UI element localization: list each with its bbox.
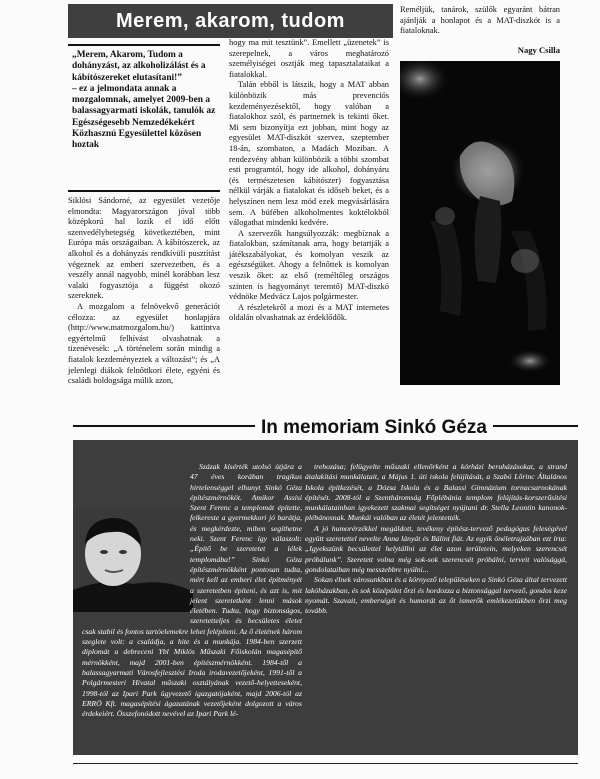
paragraph: A szervezők hangsúlyozzák: megbíznak a fiatalokban, számítanak arra, hogy betartják a játékszabályokat, és komolyan veszik az egészségüket. Ahogy a felnőttek is komolyan veszik őket: az első (reméltőleg országos szinten is hagyományt teremtő) MAT-diszkó védnöke Medvácz Lajos polgármester. bbox=[229, 228, 389, 302]
paragraph: Százak kísérték utolsó útjára a 47 éves korában tragikus hirtelenséggel elhunyt Sinkó Géza építészmérnököt. Amikor Assisi Szent Ferenc a templomát építette, felkereste a gyermekkori jó barátja, és megkérdezte, miben segíthetne neki. Szent Ferenc így válaszolt: „Építő be szeretetet a lélek templomába!” Sinkó Géza építészmérnökként pontosan tudta, mért kell az emberi élet építményét a szeretetben építeni, és azt is, mit jelent szeretetként lenni mások életében. Tudta, hogy biztonságos, szeretetteljes és becsületes életet csak stabil és fontos tartóelemekre lehet felépíteni. Az ő életének három szeglete volt: a családja, a hite és a munkája. 1984-ben szerzett diplomát a debreceni Ybl Miklós Műszaki Főiskolán magasépítő mérnökként, majd 2001-ben építészmérnökként. 1984-től a balassagyarmati Városfejlesztési Iroda irodavezetőjeként, 1991-től a Polgármesteri Hivatal műszaki osztályának vezető-helyetteseként, 1998-tól az Ipari Park ügyvezető igazgatójaként, majd 2006-tól az ERRÖ Kft. magasépítési ágazatának vezetőjeként dolgozott a város érdekeiért. Összefonódott nevével az Ipari Park lé- bbox=[82, 462, 302, 719]
lead-quote: „Merem, Akarom, Tudom a dohányzást, az alkoholizálást és a kábítószereket elutasítani!” bbox=[72, 50, 206, 83]
memorial-column-2 bbox=[305, 462, 567, 616]
disco-photo-image bbox=[400, 61, 560, 385]
portrait-wrap-space bbox=[72, 462, 190, 618]
memorial-column-1 bbox=[82, 462, 302, 719]
lead-rule-top bbox=[68, 44, 220, 46]
article-column-1 bbox=[68, 196, 220, 387]
lead-rule-bottom bbox=[68, 190, 220, 192]
article-lead bbox=[72, 50, 220, 152]
article-column-2 bbox=[229, 38, 389, 324]
paragraph: A részletekről a mozi és a MAT internetes oldalán olvashatnak az érdeklődők. bbox=[229, 302, 389, 323]
paragraph: Reméljük, tanárok, szülők egyaránt bátran ajánlják a honlapot és a MAT-diszkót is a fiataloknak. bbox=[400, 5, 560, 36]
disco-photo bbox=[400, 61, 560, 385]
paragraph: Talán ebből is látszik, hogy a MAT abban különbözik más prevenciós kezdeményezésektől, hogy valóban a fiatalokhoz szól, és partnernek is tekinti őket. Mi sem bizonyítja ezt jobban, mint hogy az egyesület MAT-diszkót szervez, szeptember 18-án, szombaton, a Madách Moziban. A rendezvény abban különbözik a többi szombat esti programtól, hogy ide alkohol, dohányáru (és természetesen kábítószer) fogyasztása nélkül várják a fiatalokat és időseb beket, és a helyszínen nem lesz mód ezek megvásárlására sem. A büfében alkoholmentes koktélokból válogathat mindenki kedvére. bbox=[229, 80, 389, 228]
paragraph: hogy ma mit tesztünk”. Emellett „üzenetek” is szerepelnek, a város meghatározó személyiségei osztják meg tapasztalataikat a fiatalokkal. bbox=[229, 38, 389, 79]
paragraph: Sokan élnek városunkban és a környező településeken a Sinkó Géza által tervezett lakóházakban, és sok középület őrzi és hordozza a biztonsággal tervező, gondos keze nyomát. Szavait, emberségét és humorát az őt ismerők emlékezetükben őrzi meg tovább. bbox=[305, 575, 567, 616]
memorial-title: In memoriam Sinkó Géza bbox=[255, 418, 493, 438]
paragraph: Siklósi Sándorné, az egyesület vezetője elmondta: Magyarországon jóval több középkorú hal lozik el idő előtt szenvedélybetegség következtében, mint Európa más országaiban. A kábítószerek, az alkohol és a dohányzás rendkívüli pusztítást végeznek az emberi szervezetben, és a veszély annál nagyobb, minél korábban lesz valaki fogyasztója a függést okozó szereknek. bbox=[68, 196, 220, 301]
article-column-3 bbox=[400, 5, 560, 37]
article-title: Merem, akarom, tudom bbox=[116, 10, 345, 32]
lead-rest: – ez a jelmondata annak a mozgalomnak, amelyet 2009-ben a balassagyarmati iskolák, tanulók az Egészségesebb Nemzedékekért Közhasznú Egyesülettel közösen hoztak bbox=[72, 83, 216, 151]
bottom-rule bbox=[73, 763, 578, 764]
paragraph: A jó humorérzékkel megáldott, tevékeny építész-tervező pedagógus feleségével együtt szeretettel nevelte Anna lányát és Bálint fiát. Az egyik önéletrajzában ezt írta: „Igyekszünk becsülettel helytállni az élet azon területein, melyeken szerencsét próbálunk”. Szeretett volna még sok-sok szerencsét próbálni, terveit valósággá, gondolataiban még messzebbre nyúlni... bbox=[305, 523, 567, 574]
article-signature: Nagy Csilla bbox=[517, 45, 560, 55]
paragraph: trehozása; felügyelte műszaki ellenőrként a kórházi beruházásokat, a strand átalakítási munkálatait, a Május 1. úti iskola felújítását, a Szabó Lőrinc Általános Iskola építkezését, a Dózsa Iskola és a Balassi Gimnázium tornacsarnokának építését. 2008-tól a Szentháromság Főplébánia templom felújítás-korszerűsítési munkálatainban igyekezett szakmai segítséget nyújtani dr. Stella Leontin kanonok-plébánosnak. Munkái valóban az életét jelentették. bbox=[305, 462, 567, 523]
article-title-box bbox=[68, 4, 393, 38]
paragraph: A mozgalom a felnövekvő generációt célozza: az egyesület honlapjára (http://www.matmozgalom.hu/) kattintva egyértelmű felhívást olvashatnak a tizenévesek: „A történelem során mindig a fiatalok kezdeményeztek a változást”; és „A jelenlegi diákok felnőttkori élete, egyéni és családi boldogsága múlik azon, bbox=[68, 301, 220, 386]
